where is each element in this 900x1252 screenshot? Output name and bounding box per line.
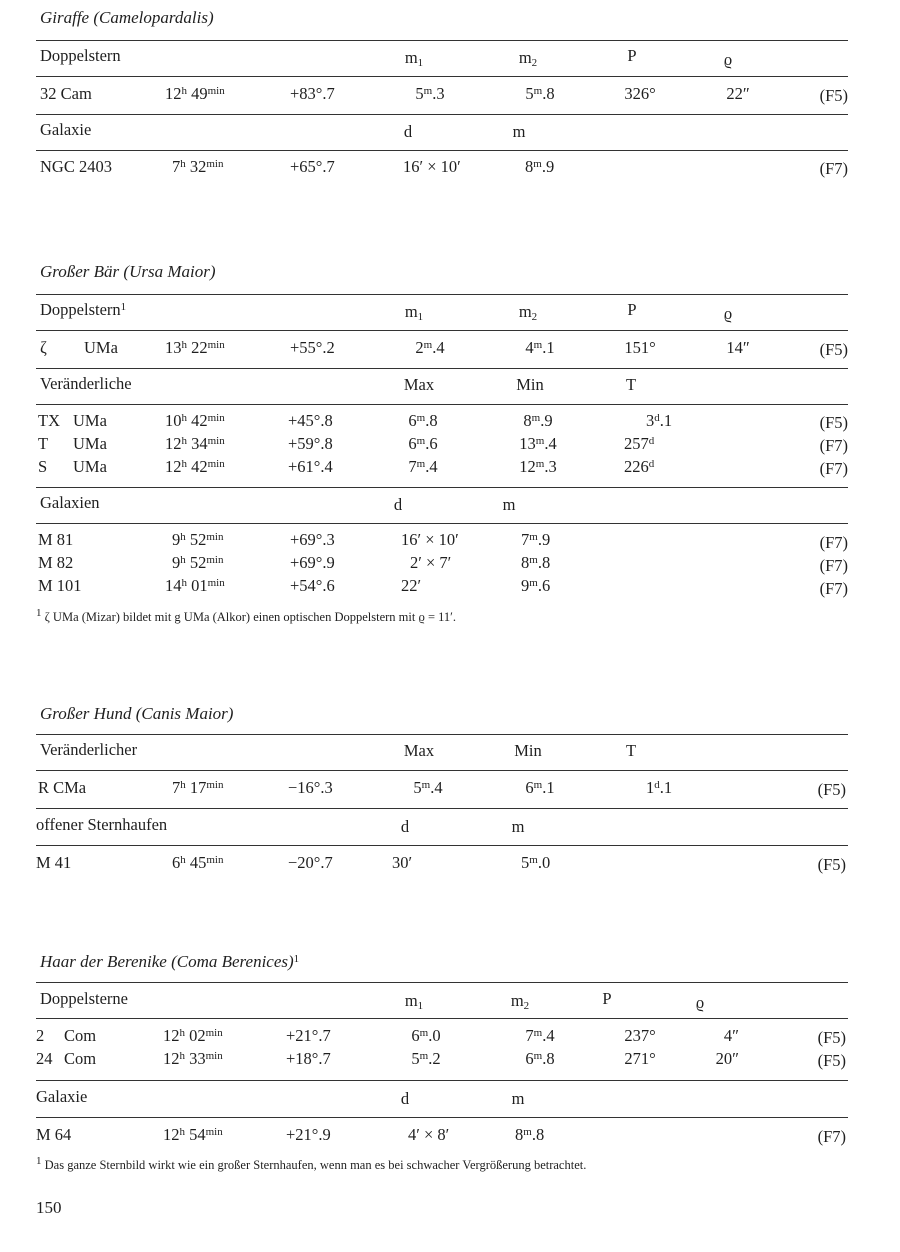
m-value: 8$^m$.8 <box>521 553 551 572</box>
right-ascension: 13$^h$ $22^{min}$ <box>165 338 225 357</box>
object-prefix: TX <box>38 411 60 430</box>
period-value: 1$^d$.1 <box>646 778 673 797</box>
header-p: P <box>627 300 637 319</box>
greek-symbol: ζ <box>40 338 47 357</box>
declination: +21°.7 <box>286 1026 331 1045</box>
object-name: UMa <box>73 434 107 453</box>
m1-value: 2$^m$.4 <box>415 338 445 357</box>
p-value: 237° <box>624 1026 656 1045</box>
header-m: m <box>511 817 525 836</box>
header-m2: $m_2$ <box>510 991 530 1012</box>
rule <box>36 368 848 369</box>
min-value: 12$^m$.3 <box>519 457 557 476</box>
declination: −20°.7 <box>288 853 333 872</box>
header-m: m <box>502 495 516 514</box>
reference: (F5) <box>817 1028 846 1047</box>
header-m: m <box>512 122 526 141</box>
header-rho: ϱ <box>723 304 733 323</box>
period-value: 3$^d$.1 <box>646 411 673 430</box>
max-value: 6$^m$.8 <box>408 411 438 430</box>
header-rho: ϱ <box>695 993 705 1012</box>
right-ascension: 12$^h$ $42^{min}$ <box>165 457 225 476</box>
right-ascension: 12$^h$ $49^{min}$ <box>165 84 225 103</box>
declination: +55°.2 <box>290 338 335 357</box>
d-value: 2′ × 7′ <box>410 553 452 572</box>
header-label: Galaxie <box>36 1087 88 1106</box>
right-ascension: 7$^h$ $17^{min}$ <box>172 778 224 797</box>
declination: +65°.7 <box>290 157 335 176</box>
min-value: 6$^m$.1 <box>525 778 555 797</box>
header-label: Galaxien <box>40 493 100 512</box>
object-name: M 81 <box>38 530 74 549</box>
object-name: M 64 <box>36 1125 72 1144</box>
rho-value: 20″ <box>715 1049 739 1068</box>
p-value: 326° <box>624 84 656 103</box>
object-name: M 41 <box>36 853 72 872</box>
header-label: Veränderliche <box>40 374 132 393</box>
declination: +18°.7 <box>286 1049 331 1068</box>
header-label: Galaxie <box>40 120 92 139</box>
right-ascension: 9$^h$ $52^{min}$ <box>172 553 224 572</box>
right-ascension: 6$^h$ $45^{min}$ <box>172 853 224 872</box>
d-value: 16′ × 10′ <box>401 530 459 549</box>
rule <box>36 770 848 771</box>
object-name: UMa <box>84 338 118 357</box>
header-max: Max <box>403 375 435 394</box>
rule <box>36 114 848 115</box>
max-value: 5$^m$.4 <box>413 778 443 797</box>
footnote: $^1$ Das ganze Sternbild wirkt wie ein großer Sternhaufen, wenn man es bei schwacher Vergrößerung betrachtet. <box>36 1155 587 1172</box>
header-p: P <box>602 989 612 1008</box>
section-title-ursa-maior: Großer Bär (Ursa Maior) <box>40 262 216 281</box>
right-ascension: 9$^h$ $52^{min}$ <box>172 530 224 549</box>
rule <box>36 76 848 77</box>
right-ascension: 12$^h$ $34^{min}$ <box>165 434 225 453</box>
section-title-coma-berenices: Haar der Berenike (Coma Berenices)$^1$ <box>40 952 300 971</box>
rule <box>36 1018 848 1019</box>
reference: (F7) <box>819 533 848 552</box>
declination: +69°.3 <box>290 530 335 549</box>
reference: (F7) <box>819 159 848 178</box>
d-value: 30′ <box>392 853 413 872</box>
reference: (F5) <box>817 1051 846 1070</box>
rule <box>36 1080 848 1081</box>
rule <box>36 1117 848 1118</box>
reference: (F7) <box>817 1127 846 1146</box>
d-value: 22′ <box>401 576 422 595</box>
rule <box>36 40 848 41</box>
section-title-giraffe: Giraffe (Camelopardalis) <box>40 8 214 27</box>
p-value: 151° <box>624 338 656 357</box>
reference: (F7) <box>819 579 848 598</box>
reference: (F5) <box>819 86 848 105</box>
header-d: d <box>400 1089 410 1108</box>
m2-value: 6$^m$.8 <box>525 1049 555 1068</box>
declination: −16°.3 <box>288 778 333 797</box>
reference: (F7) <box>819 556 848 575</box>
object-name: 32 Cam <box>40 84 92 103</box>
p-value: 271° <box>624 1049 656 1068</box>
object-prefix: S <box>38 457 48 476</box>
object-name: UMa <box>73 411 107 430</box>
header-m1: $m_1$ <box>404 48 424 69</box>
header-label: Doppelstern <box>40 46 121 65</box>
header-label: Veränderlicher <box>40 740 138 759</box>
footnote: $^1$ ζ UMa (Mizar) bildet mit g UMa (Alkor) einen optischen Doppelstern mit ϱ = 11′. <box>36 607 457 624</box>
rho-value: 22″ <box>726 84 750 103</box>
header-label: Doppelstern$^1$ <box>40 300 127 319</box>
rule <box>36 845 848 846</box>
reference: (F7) <box>819 436 848 455</box>
m-value: 7$^m$.9 <box>521 530 551 549</box>
rule <box>36 523 848 524</box>
m2-value: 4$^m$.1 <box>525 338 555 357</box>
header-d: d <box>403 122 413 141</box>
rule <box>36 487 848 488</box>
d-value: 4′ × 8′ <box>408 1125 450 1144</box>
header-m1: $m_1$ <box>404 302 424 323</box>
min-value: 13$^m$.4 <box>519 434 557 453</box>
right-ascension: 12$^h$ $33^{min}$ <box>163 1049 223 1068</box>
rule <box>36 294 848 295</box>
right-ascension: 14$^h$ $01^{min}$ <box>165 576 225 595</box>
right-ascension: 10$^h$ $42^{min}$ <box>165 411 225 430</box>
min-value: 8$^m$.9 <box>523 411 553 430</box>
object-name: M 82 <box>38 553 74 572</box>
header-rho: ϱ <box>723 50 733 69</box>
max-value: 6$^m$.6 <box>408 434 438 453</box>
rule <box>36 330 848 331</box>
d-value: 16′ × 10′ <box>403 157 461 176</box>
object-name: NGC 2403 <box>40 157 112 176</box>
m1-value: 5$^m$.2 <box>411 1049 441 1068</box>
m2-value: 5$^m$.8 <box>525 84 555 103</box>
reference: (F5) <box>819 413 848 432</box>
object-name: Com <box>64 1026 97 1045</box>
rule <box>36 150 848 151</box>
right-ascension: 12$^h$ $02^{min}$ <box>163 1026 223 1045</box>
right-ascension: 7$^h$ $32^{min}$ <box>172 157 224 176</box>
header-m2: $m_2$ <box>518 48 538 69</box>
declination: +45°.8 <box>288 411 333 430</box>
m-value: 8$^m$.9 <box>525 157 555 176</box>
object-name: M 101 <box>38 576 82 595</box>
rule <box>36 982 848 983</box>
declination: +83°.7 <box>290 84 335 103</box>
reference: (F5) <box>819 340 848 359</box>
period-value: 257$^d$ <box>624 434 655 453</box>
header-m1: $m_1$ <box>404 991 424 1012</box>
declination: +59°.8 <box>288 434 333 453</box>
m-value: 8$^m$.8 <box>515 1125 545 1144</box>
header-min: Min <box>516 375 544 394</box>
declination: +21°.9 <box>286 1125 331 1144</box>
page-number: 150 <box>36 1198 62 1217</box>
rule <box>36 808 848 809</box>
section-title-canis-maior: Großer Hund (Canis Maior) <box>40 704 234 723</box>
m-value: 5$^m$.0 <box>521 853 551 872</box>
header-m: m <box>511 1089 525 1108</box>
max-value: 7$^m$.4 <box>408 457 438 476</box>
right-ascension: 12$^h$ $54^{min}$ <box>163 1125 223 1144</box>
rule <box>36 734 848 735</box>
reference: (F7) <box>819 459 848 478</box>
rho-value: 14″ <box>726 338 750 357</box>
header-min: Min <box>514 741 542 760</box>
object-prefix: T <box>38 434 49 453</box>
rule <box>36 404 848 405</box>
reference: (F5) <box>817 855 846 874</box>
object-number: 24 <box>36 1049 53 1068</box>
header-p: P <box>627 46 637 65</box>
m1-value: 6$^m$.0 <box>411 1026 441 1045</box>
m2-value: 7$^m$.4 <box>525 1026 555 1045</box>
object-name: UMa <box>73 457 107 476</box>
header-max: Max <box>403 741 435 760</box>
header-m2: $m_2$ <box>518 302 538 323</box>
period-value: 226$^d$ <box>624 457 655 476</box>
header-d: d <box>400 817 410 836</box>
header-label: Doppelsterne <box>40 989 128 1008</box>
declination: +61°.4 <box>288 457 333 476</box>
m1-value: 5$^m$.3 <box>415 84 445 103</box>
object-name: R CMa <box>38 778 87 797</box>
declination: +69°.9 <box>290 553 335 572</box>
object-number: 2 <box>36 1026 45 1045</box>
header-t: T <box>625 741 637 760</box>
reference: (F5) <box>817 780 846 799</box>
header-t: T <box>625 375 637 394</box>
header-label: offener Sternhaufen <box>36 815 168 834</box>
m-value: 9$^m$.6 <box>521 576 551 595</box>
object-name: Com <box>64 1049 97 1068</box>
header-d: d <box>393 495 403 514</box>
declination: +54°.6 <box>290 576 335 595</box>
rho-value: 4″ <box>723 1026 739 1045</box>
